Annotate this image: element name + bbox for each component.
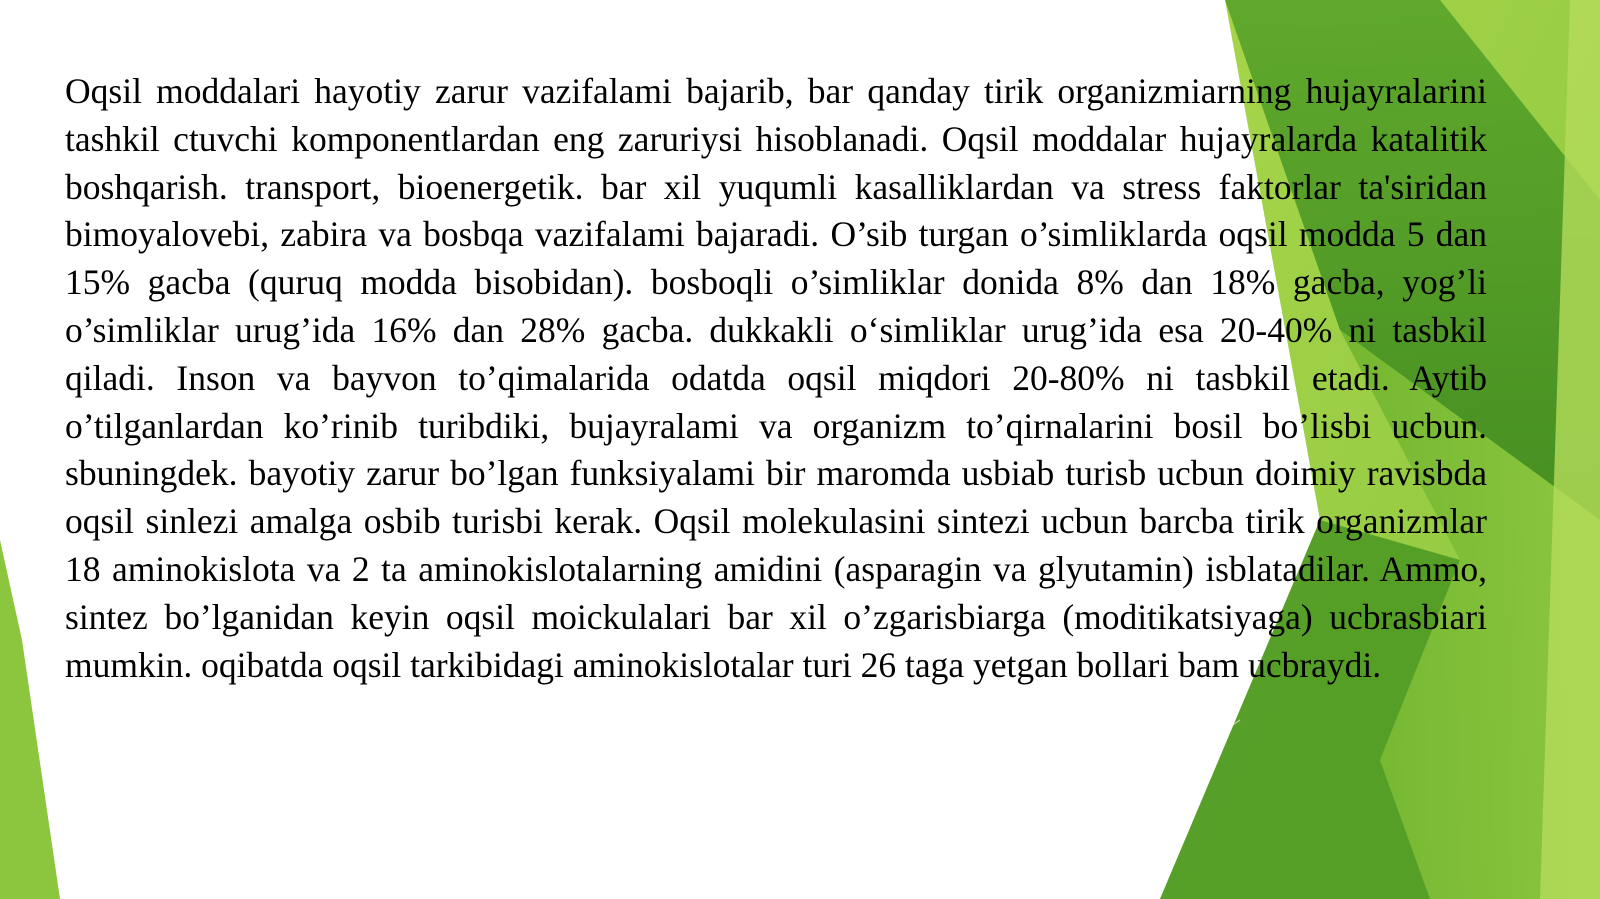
left-green-sliver — [0, 540, 60, 899]
slide-body-paragraph: Oqsil moddalari hayotiy zarur vazifalami bajarib, bar qanday tirik organizmiarning hujayralarini tashkil ctuvchi komponentlardan eng zaruriysi hisoblanadi. Oqsil moddalar hujayralarda katalitik boshqarish. transport, bioenergetik. bar xil yuqumli kasalliklardan va stress faktorlar ta'siridan bimoyalovebi, zabira va bosbqa vazifalami bajaradi. O’sib turgan o’simliklarda oqsil modda 5 dan 15% gacba (quruq modda bisobidan). bosboqli o’simliklar donida 8% dan 18% gacba, yog’li o’simliklar urug’ida 16% dan 28% gacba. dukkakli o‘simliklar urug’ida esa 20-40% ni tasbkil qiladi. Inson va bayvon to’qimalarida odatda oqsil miqdori 20-80% ni tasbkil etadi. Aytib o’tilganlardan ko’rinib turibdiki, bujayralami va organizm to’qirnalarini bosil bo’lisbi ucbun. sbuningdek. bayotiy zarur bo’lgan funksiyalami bir maromda usbiab turisb ucbun doimiy ravisbda oqsil sinlezi amalga osbib turisbi kerak. Oqsil molekulasini sintezi ucbun barcba tirik organizmlar 18 aminokislota va 2 ta aminokislotalarning amidini (asparagin va glyutamin) isblatadilar. Ammo, sintez bo’lganidan keyin oqsil moickulalari bar xil o’zgarisbiarga (moditikatsiyaga) ucbrasbiari mumkin. oqibatda oqsil tarkibidagi aminokislotalar turi 26 taga yetgan bollari bam ucbraydi. — [65, 71, 1487, 685]
